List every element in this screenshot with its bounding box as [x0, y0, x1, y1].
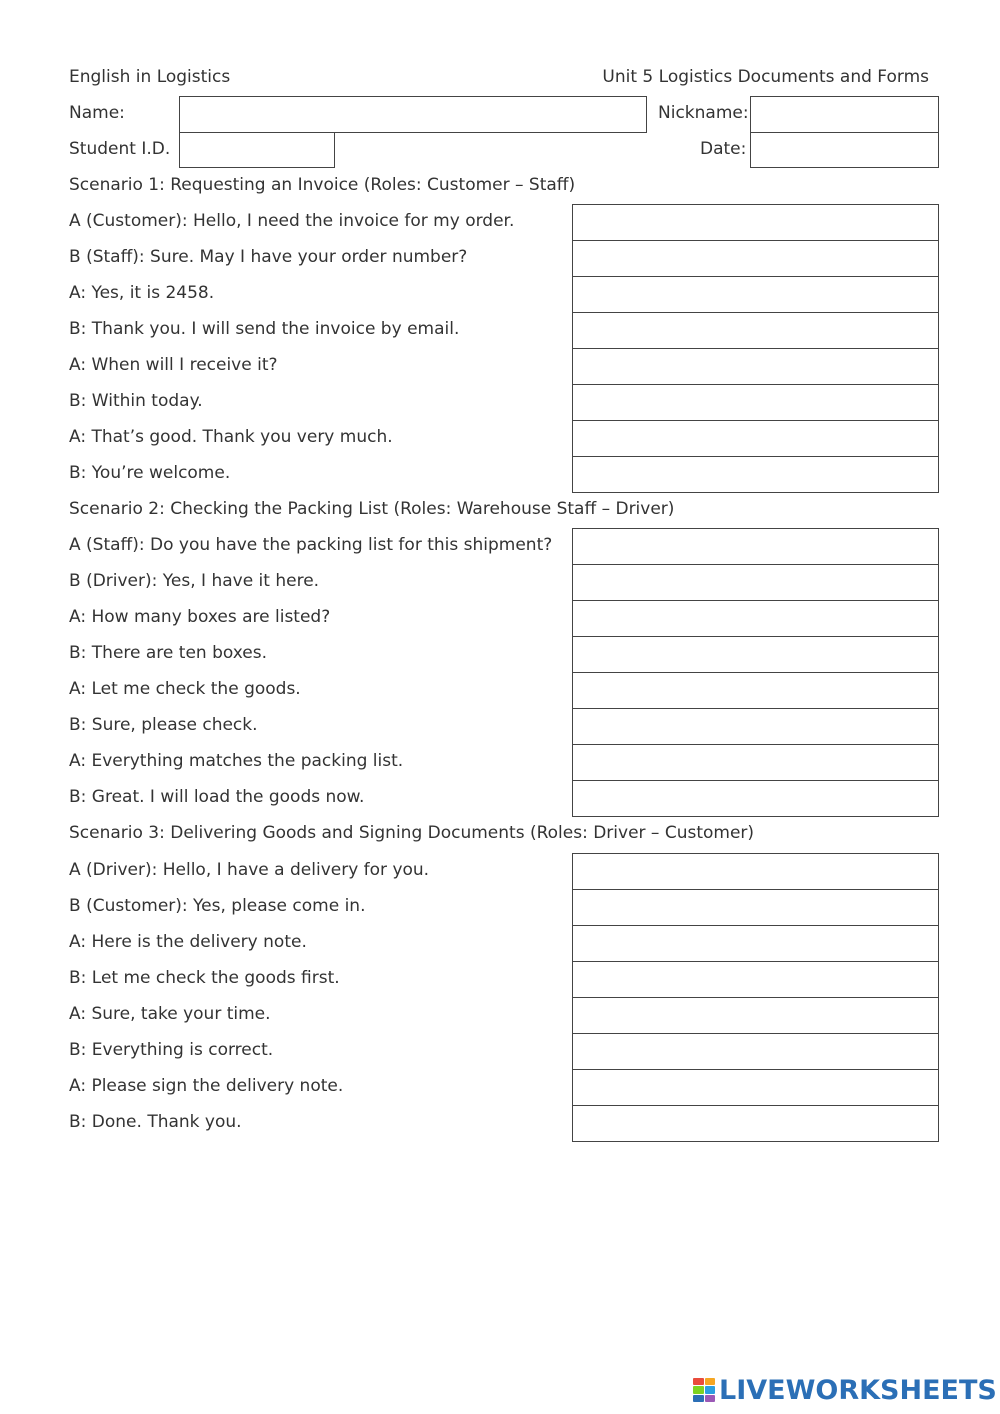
dialogue-line: B: Thank you. I will send the invoice by email. [69, 319, 460, 339]
answer-input[interactable] [573, 673, 938, 708]
answer-box [572, 1069, 939, 1106]
answer-input[interactable] [573, 998, 938, 1033]
dialogue-line: B: Done. Thank you. [69, 1112, 242, 1132]
answer-input[interactable] [573, 241, 938, 276]
answer-box [572, 1105, 939, 1142]
answer-box [572, 925, 939, 962]
dialogue-line: A: Sure, take your time. [69, 1004, 271, 1024]
answer-input[interactable] [573, 313, 938, 348]
answer-input[interactable] [573, 1070, 938, 1105]
answer-box [572, 889, 939, 926]
scenario-title: Scenario 2: Checking the Packing List (Roles: Warehouse Staff – Driver) [69, 499, 675, 519]
dialogue-line: A (Staff): Do you have the packing list for this shipment? [69, 535, 553, 555]
dialogue-line: A: Everything matches the packing list. [69, 751, 404, 771]
dialogue-line: B (Staff): Sure. May I have your order number? [69, 247, 468, 267]
answer-box [572, 636, 939, 673]
dialogue-line: B: Within today. [69, 391, 203, 411]
answer-box [572, 744, 939, 781]
answer-input[interactable] [573, 854, 938, 889]
student-id-field-box [179, 132, 335, 168]
answer-box [572, 312, 939, 349]
answer-input[interactable] [573, 890, 938, 925]
answer-input[interactable] [573, 1034, 938, 1069]
answer-input[interactable] [573, 1106, 938, 1141]
dialogue-line: B (Driver): Yes, I have it here. [69, 571, 320, 591]
answer-input[interactable] [573, 457, 938, 492]
answer-box [572, 564, 939, 601]
dialogue-line: A: That’s good. Thank you very much. [69, 427, 393, 447]
liveworksheets-logo[interactable] [693, 1374, 997, 1406]
answer-input[interactable] [573, 565, 938, 600]
answer-input[interactable] [573, 781, 938, 816]
dialogue-line: A (Driver): Hello, I have a delivery for you. [69, 860, 430, 880]
answer-box [572, 672, 939, 709]
answer-box [572, 420, 939, 457]
nickname-label: Nickname: [658, 103, 749, 123]
logo-wordmark: LIVEWORKSHEETS [719, 1374, 997, 1406]
student-id-label: Student I.D. [69, 139, 171, 159]
dialogue-line: A: Here is the delivery note. [69, 932, 307, 952]
answer-box [572, 276, 939, 313]
dialogue-line: A (Customer): Hello, I need the invoice for my order. [69, 211, 515, 231]
header-unit-title: Unit 5 Logistics Documents and Forms [602, 67, 929, 87]
dialogue-line: A: How many boxes are listed? [69, 607, 331, 627]
nickname-field-box [750, 96, 939, 133]
nickname-input[interactable] [751, 97, 938, 132]
answer-input[interactable] [573, 385, 938, 420]
answer-box [572, 204, 939, 241]
name-input[interactable] [180, 97, 646, 132]
answer-box [572, 456, 939, 493]
answer-input[interactable] [573, 529, 938, 564]
answer-input[interactable] [573, 601, 938, 636]
scenario-title: Scenario 3: Delivering Goods and Signing Documents (Roles: Driver – Customer) [69, 823, 755, 843]
answer-box [572, 1033, 939, 1070]
answer-input[interactable] [573, 277, 938, 312]
answer-input[interactable] [573, 637, 938, 672]
answer-input[interactable] [573, 349, 938, 384]
answer-input[interactable] [573, 926, 938, 961]
answer-input[interactable] [573, 962, 938, 997]
answer-input[interactable] [573, 421, 938, 456]
answer-input[interactable] [573, 205, 938, 240]
dialogue-line: A: Let me check the goods. [69, 679, 301, 699]
answer-input[interactable] [573, 745, 938, 780]
answer-box [572, 780, 939, 817]
name-field-box [179, 96, 647, 133]
dialogue-line: B: You’re welcome. [69, 463, 231, 483]
dialogue-line: B: Everything is correct. [69, 1040, 274, 1060]
answer-box [572, 240, 939, 277]
student-id-input[interactable] [180, 133, 334, 167]
dialogue-line: A: When will I receive it? [69, 355, 278, 375]
dialogue-line: B: There are ten boxes. [69, 643, 268, 663]
header-course-title: English in Logistics [69, 67, 231, 87]
dialogue-line: B: Great. I will load the goods now. [69, 787, 365, 807]
dialogue-line: A: Yes, it is 2458. [69, 283, 215, 303]
date-label: Date: [700, 139, 747, 159]
dialogue-line: B (Customer): Yes, please come in. [69, 896, 366, 916]
date-input[interactable] [751, 133, 938, 167]
answer-box [572, 528, 939, 565]
answer-box [572, 600, 939, 637]
answer-box [572, 997, 939, 1034]
logo-mark-icon [693, 1378, 715, 1402]
scenario-title: Scenario 1: Requesting an Invoice (Roles: Customer – Staff) [69, 175, 576, 195]
date-field-box [750, 132, 939, 168]
answer-box [572, 708, 939, 745]
name-label: Name: [69, 103, 125, 123]
answer-box [572, 853, 939, 890]
answer-box [572, 961, 939, 998]
dialogue-line: B: Sure, please check. [69, 715, 258, 735]
answer-input[interactable] [573, 709, 938, 744]
dialogue-line: A: Please sign the delivery note. [69, 1076, 344, 1096]
answer-box [572, 384, 939, 421]
answer-box [572, 348, 939, 385]
dialogue-line: B: Let me check the goods first. [69, 968, 340, 988]
